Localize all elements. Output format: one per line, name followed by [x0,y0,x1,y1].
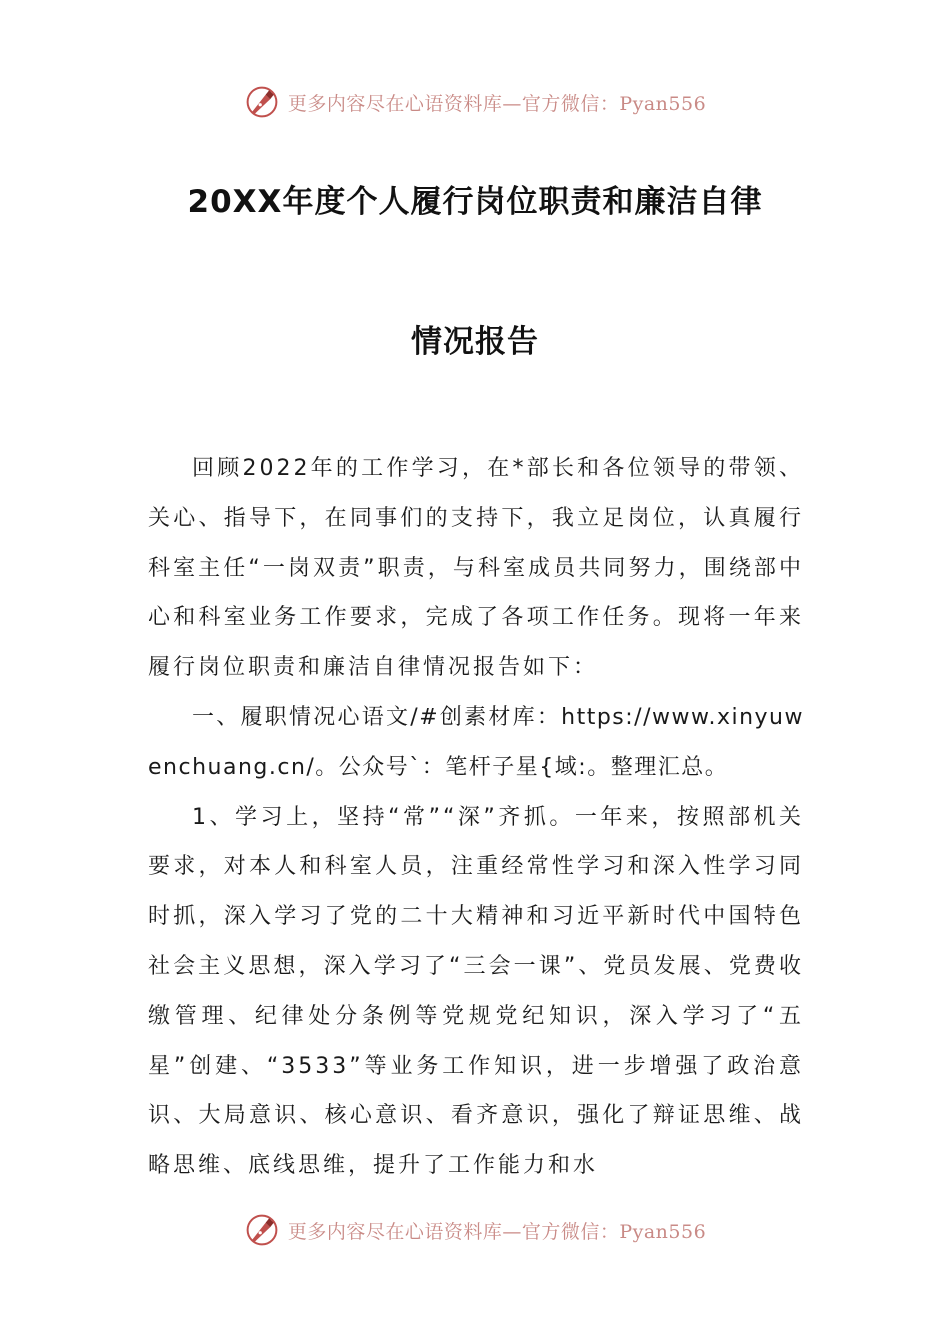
paragraph-section-heading: 一、履职情况心语文/#创素材库：https://www.xinyuwenchuang.cn/。公众号`：笔杆子星{域:。整理汇总。 [148,704,804,780]
footer-banner [0,1208,950,1252]
header-banner [0,80,950,124]
header-banner-text: 更多内容尽在心语资料库—官方微信：Pyan556 [287,92,707,115]
document-body [148,444,804,1191]
footer-banner-text: 更多内容尽在心语资料库—官方微信：Pyan556 [287,1220,707,1243]
document-title-line-1: 20XX年度个人履行岗位职责和廉洁自律 [187,184,763,220]
paragraph-intro: 回顾2022年的工作学习，在*部长和各位领导的带领、关心、指导下，在同事们的支持下，我立足岗位，认真履行科室主任“一岗双责”职责，与科室成员共同努力，围绕部中心和科室业务工作要求，完成了各项工作任务。现将一年来履行岗位职责和廉洁自律情况报告如下： [148,456,804,681]
paragraph-study: 1、学习上，坚持“常”“深”齐抓。一年来，按照部机关要求，对本人和科室人员，注重经常性学习和深入性学习同时抓，深入学习了党的二十大精神和习近平新时代中国特色社会主义思想，深入学习了“三会一课”、党员发展、党费收缴管理、纪律处分条例等党规党纪知识，深入学习了“五星”创建、“3533”等业务工作知识，进一步增强了政治意识、大局意识、核心意识、看齐意识，强化了辩证思维、战略思维、底线思维，提升了工作能力和水 [148,804,804,1179]
pen-nib-logo-icon [244,1212,280,1248]
pen-nib-logo-icon [244,84,280,120]
document-title-line-2: 情况报告 [411,324,539,360]
